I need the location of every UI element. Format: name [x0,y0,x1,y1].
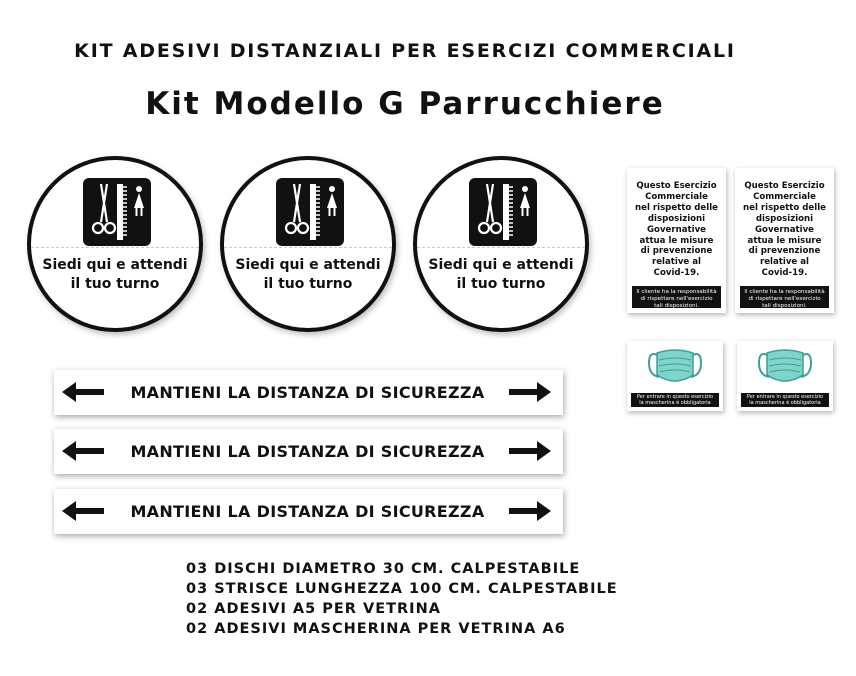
a5-footer-line: tali disposizioni. [762,303,807,309]
strip-text: MANTIENI LA DISTANZA DI SICUREZZA [130,383,485,402]
a5-line: Governative [754,224,815,235]
kit-contents-item: 02 ADESIVI MASCHERINA PER VETRINA A6 [186,621,566,637]
kit-contents-item: 03 DISCHI DIAMETRO 30 CM. CALPESTABILE [186,561,581,577]
distance-strip [54,370,563,415]
disc-text-line1: Siedi qui e attendi [42,257,188,273]
a6-footer-line: Per entrare in questo esercizio [636,394,714,400]
a5-line: Questo Esercizio [744,181,825,191]
a5-line: di prevenzione [748,246,821,257]
a5-line: attua le misure [747,235,822,246]
kit-contents-list [186,559,618,639]
a5-line: Commerciale [645,191,708,202]
a5-line: di prevenzione [640,246,713,257]
floor-disc [413,156,589,332]
a5-line: disposizioni [647,213,706,224]
a5-footer [632,286,721,308]
strip-text: MANTIENI LA DISTANZA DI SICUREZZA [130,442,485,461]
strip-text: MANTIENI LA DISTANZA DI SICUREZZA [130,502,485,521]
kit-subtitle: Kit Modello G Parrucchiere [145,86,665,122]
a6-footer-line: la mascherina è obbligatoria [639,400,711,406]
arrow-left-icon [62,381,104,403]
scissors-comb-woman-icon [83,178,151,246]
kit-title: KIT ADESIVI DISTANZIALI PER ESERCIZI COMMERCIALI [74,40,736,62]
distance-strip [54,429,563,474]
a5-line: Covid-19. [761,268,808,279]
arrow-right-icon [509,440,551,462]
a5-line: Governative [646,224,707,235]
a5-line: relative al [651,257,702,268]
disc-text-line1: Siedi qui e attendi [428,257,574,273]
a5-footer-line: di rispettare nell'esercizio [748,296,821,302]
a5-line: disposizioni [755,213,814,224]
a5-line: Questo Esercizio [636,181,717,191]
a5-line: attua le misure [639,235,714,246]
a5-line: nel rispetto delle [743,202,826,213]
floor-disc [220,156,396,332]
a5-footer [740,286,829,308]
scissors-comb-woman-icon [276,178,344,246]
a5-footer-line: di rispettare nell'esercizio [640,296,713,302]
face-mask-icon [755,345,815,389]
kit-contents-item: 03 STRISCE LUNGHEZZA 100 CM. CALPESTABILE [186,581,618,597]
arrow-right-icon [509,500,551,522]
floor-disc [27,156,203,332]
a6-mask-sign [627,341,723,411]
a5-footer-line: Il cliente ha la responsabilità [636,289,717,295]
a5-line: nel rispetto delle [635,202,718,213]
distance-strip [54,489,563,534]
a6-mask-sign [737,341,833,411]
a5-window-sign [627,168,726,313]
a6-footer [631,393,719,407]
a5-footer-line: Il cliente ha la responsabilità [744,289,825,295]
kit-contents-item: 02 ADESIVI A5 PER VETRINA [186,601,441,617]
disc-text-line2: il tuo turno [70,276,160,292]
a5-line: Commerciale [753,191,816,202]
a6-footer-line: Per entrare in questo esercizio [746,394,824,400]
scissors-comb-woman-icon [469,178,537,246]
disc-text-line2: il tuo turno [456,276,546,292]
a5-line: Covid-19. [653,268,700,279]
face-mask-icon [645,345,705,389]
disc-text-line2: il tuo turno [263,276,353,292]
arrow-left-icon [62,500,104,522]
disc-text-line1: Siedi qui e attendi [235,257,381,273]
a6-footer-line: la mascherina è obbligatoria [749,400,821,406]
a5-window-sign [735,168,834,313]
a6-footer [741,393,829,407]
arrow-left-icon [62,440,104,462]
arrow-right-icon [509,381,551,403]
a5-line: relative al [759,257,810,268]
a5-footer-line: tali disposizioni. [654,303,699,309]
